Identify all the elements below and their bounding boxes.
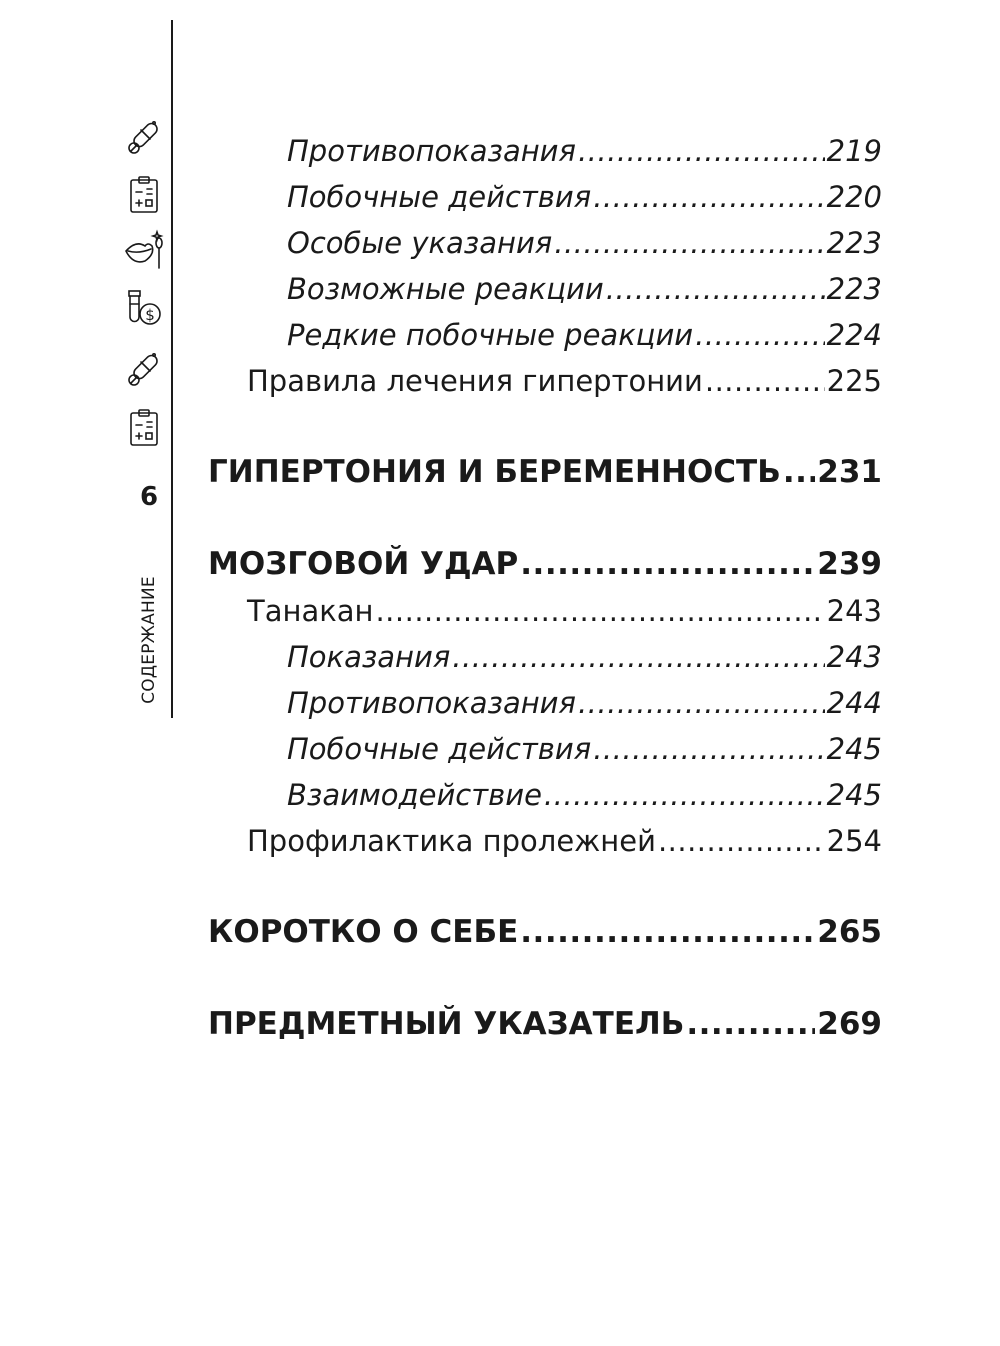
toc-title: КОРОТКО О СЕБЕ: [208, 914, 519, 950]
toc-page: 243: [826, 594, 882, 628]
toc-entry: [287, 640, 882, 674]
toc-entry: [287, 318, 882, 352]
toc-page: 231: [817, 454, 882, 490]
toc-title: Побочные действия: [287, 732, 592, 766]
toc-page: 224: [826, 318, 882, 352]
toc-page: 245: [826, 778, 882, 812]
toc-leader: [578, 134, 825, 168]
section-label: СОДЕРЖАНИЕ: [139, 576, 159, 704]
toc-entry: [208, 1006, 882, 1042]
toc-entry: [208, 454, 882, 490]
toc-leader: [686, 1006, 815, 1042]
toc-page: 244: [826, 686, 882, 720]
toc-title: Показания: [287, 640, 451, 674]
page-number: 6: [139, 482, 159, 512]
toc-entry: [287, 732, 882, 766]
test-tube-coin-icon: [121, 284, 167, 330]
toc-entry: [208, 914, 882, 950]
toc-title: Противопоказания: [287, 686, 576, 720]
toc-entry: [287, 226, 882, 260]
toc-page: 225: [826, 364, 882, 398]
toc-leader: [452, 640, 824, 674]
toc-entry: [247, 594, 882, 628]
toc-title: МОЗГОВОЙ УДАР: [208, 546, 519, 582]
toc-entry: [287, 180, 882, 214]
toc-title: Танакан: [247, 594, 374, 628]
mouth-spoon-icon: [121, 228, 167, 274]
toc-page: 220: [826, 180, 882, 214]
toc-page: 254: [826, 824, 882, 858]
pills-icon: [121, 347, 167, 393]
toc-page: 269: [817, 1006, 882, 1042]
toc-entry: [208, 546, 882, 582]
sidebar-divider: [171, 20, 173, 718]
toc-title: ПРЕДМЕТНЫЙ УКАЗАТЕЛЬ: [208, 1006, 685, 1042]
toc-title: Взаимодействие: [287, 778, 542, 812]
toc-leader: [705, 364, 825, 398]
toc-leader: [520, 914, 815, 950]
toc-leader: [593, 180, 824, 214]
toc-title: Противопоказания: [287, 134, 576, 168]
toc-leader: [554, 226, 824, 260]
toc-page: 223: [826, 226, 882, 260]
toc-entry: [287, 778, 882, 812]
toc-page: 219: [826, 134, 882, 168]
toc-page: 223: [826, 272, 882, 306]
toc-leader: [695, 318, 824, 352]
toc-entry: [247, 364, 882, 398]
svg-text:$: $: [145, 306, 155, 324]
toc-title: Правила лечения гипертонии: [247, 364, 703, 398]
clipboard-icon: [121, 172, 167, 218]
toc-leader: [593, 732, 824, 766]
toc-page: 265: [817, 914, 882, 950]
toc-page: 239: [817, 546, 882, 582]
toc-title: Возможные реакции: [287, 272, 604, 306]
toc-leader: [658, 824, 825, 858]
clipboard-icon: [121, 405, 167, 451]
toc-entry: [287, 272, 882, 306]
toc-title: Побочные действия: [287, 180, 592, 214]
toc-leader: [375, 594, 824, 628]
toc-title: Профилактика пролежней: [247, 824, 656, 858]
toc-leader: [520, 546, 815, 582]
toc-leader: [606, 272, 825, 306]
toc-page: 243: [826, 640, 882, 674]
toc-title: Редкие побочные реакции: [287, 318, 694, 352]
toc-leader: [783, 454, 815, 490]
toc-entry: [247, 824, 882, 858]
toc-page: 245: [826, 732, 882, 766]
toc-entry: [287, 134, 882, 168]
toc-leader: [578, 686, 825, 720]
toc-title: Особые указания: [287, 226, 553, 260]
toc-title: ГИПЕРТОНИЯ И БЕРЕМЕННОСТЬ: [208, 454, 781, 490]
pills-icon: [121, 115, 167, 161]
toc-entry: [287, 686, 882, 720]
toc-leader: [544, 778, 825, 812]
